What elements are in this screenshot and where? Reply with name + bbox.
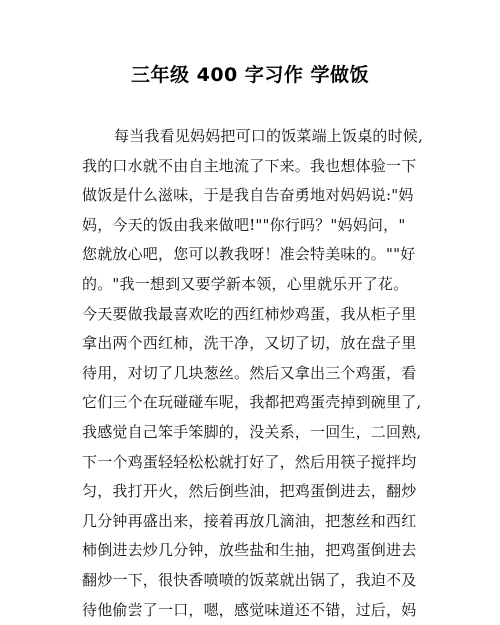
text-line: 每当我看见妈妈把可口的饭菜端上饭桌的时候, bbox=[82, 122, 427, 152]
text-line: 它们三个在玩碰碰车呢，我都把鸡蛋壳掉到碗里了, bbox=[82, 388, 427, 418]
text-line: 我的口水就不由自主地流了下来。我也想体验一下 bbox=[82, 152, 427, 182]
text-line: 翻炒一下，很快香喷喷的饭菜就出锅了，我迫不及 bbox=[82, 566, 427, 596]
text-line: 今天要做我最喜欢吃的西红柿炒鸡蛋，我从柜子里 bbox=[82, 300, 427, 330]
text-line: 待用，对切了几块葱丝。然后又拿出三个鸡蛋，看 bbox=[82, 359, 427, 389]
text-line: 匀，我打开火，然后倒些油，把鸡蛋倒进去，翻炒 bbox=[82, 477, 427, 507]
document-title: 三年级 400 字习作 学做饭 bbox=[0, 62, 500, 88]
text-line: 几分钟再盛出来，接着再放几滴油，把葱丝和西红 bbox=[82, 507, 427, 537]
text-line: 做饭是什么滋味，于是我自告奋勇地对妈妈说:"妈 bbox=[82, 181, 427, 211]
text-line: 待他偷尝了一口，嗯，感觉味道还不错，过后，妈 bbox=[82, 596, 427, 625]
text-line: 我感觉自己笨手笨脚的，没关系，一回生，二回熟, bbox=[82, 418, 427, 448]
text-line: 下一个鸡蛋轻轻松松就打好了，然后用筷子搅拌均 bbox=[82, 448, 427, 478]
text-line: 的。"我一想到又要学新本领，心里就乐开了花。 bbox=[82, 270, 427, 300]
text-line: 妈，今天的饭由我来做吧!""你行吗？"妈妈问，" bbox=[82, 211, 427, 241]
text-line: 拿出两个西红柿，洗干净，又切了切，放在盘子里 bbox=[82, 329, 427, 359]
essay-body bbox=[82, 122, 427, 625]
text-line: 柿倒进去炒几分钟，放些盐和生抽，把鸡蛋倒进去 bbox=[82, 536, 427, 566]
text-line: 您就放心吧，您可以教我呀！准会特美味的。""好 bbox=[82, 240, 427, 270]
